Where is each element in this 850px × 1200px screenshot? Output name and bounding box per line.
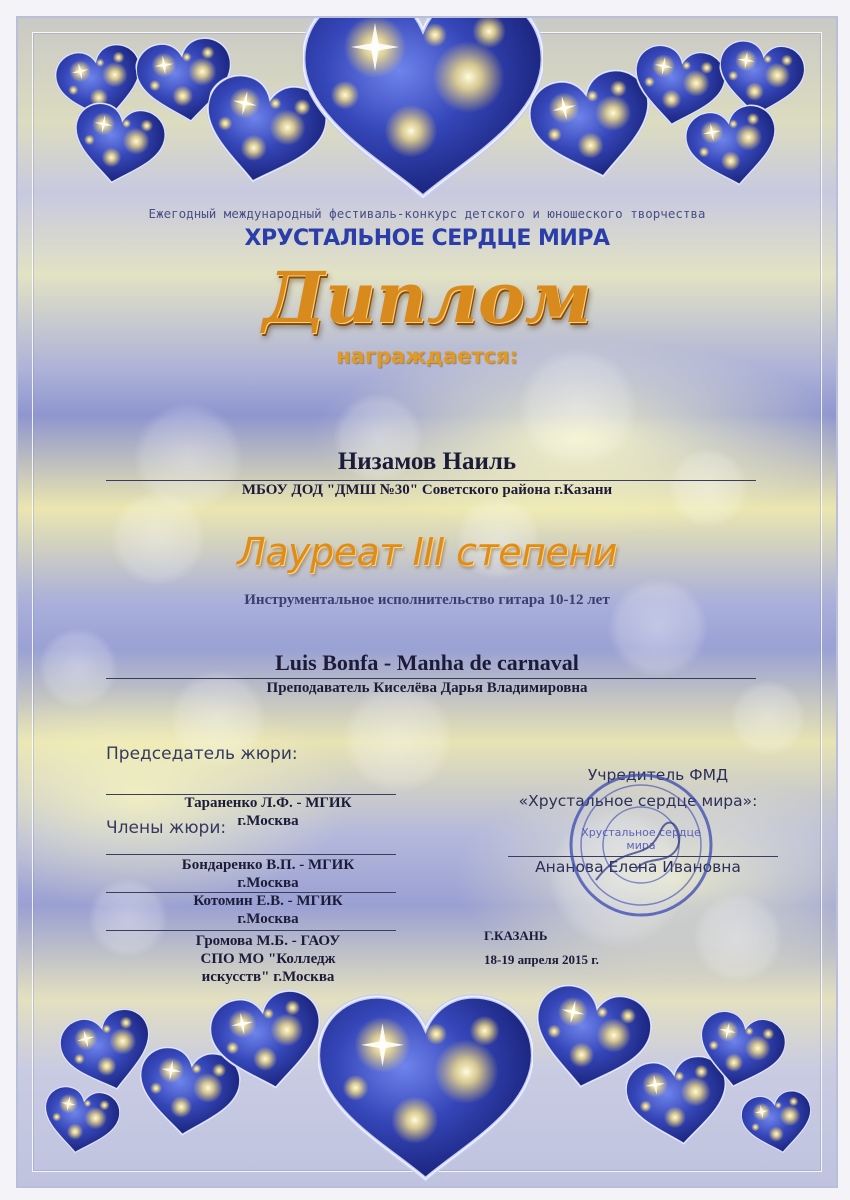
award-title: Лауреат III степени (237, 530, 617, 574)
member-name: Бондаренко В.П. - МГИК (181, 857, 355, 873)
founder-name: Ананова Елена Ивановна (535, 858, 741, 876)
diploma-title: Диплом (262, 256, 592, 339)
hearts-top (51, 18, 807, 197)
diploma (16, 16, 838, 1188)
chairman-name: Тараненко Л.Ф. - МГИК (184, 795, 352, 811)
member-city: искусств" г.Москва (201, 969, 335, 985)
piece-underline (106, 678, 756, 679)
member-name: Громова М.Б. - ГАОУ (195, 933, 341, 949)
member-name: Котомин Е.В. - МГИК (193, 893, 343, 909)
hearts-bottom (38, 979, 817, 1179)
recipient-underline (106, 480, 756, 481)
member-institution: СПО МО "Колледж (200, 951, 336, 967)
teacher: Преподаватель Киселёва Дарья Владимировна (266, 680, 588, 696)
member-city: г.Москва (237, 875, 299, 891)
festival-subtitle: Ежегодный международный фестиваль-конкурс детского и юношеского творчества (148, 206, 706, 221)
chairman-city: г.Москва (237, 813, 299, 829)
festival-name: ХРУСТАЛЬНОЕ СЕРДЦЕ МИРА (244, 226, 610, 251)
award-nomination: Инструментальное исполнительство гитара 10-12 лет (244, 592, 610, 608)
event-dates: 18-19 апреля 2015 г. (484, 952, 599, 967)
member-signature-line (106, 930, 396, 931)
seal-text: Хрустальное сердце мира (581, 826, 701, 852)
performed-piece: Luis Bonfa - Manha de carnaval (275, 650, 579, 675)
awarded-label: награждается: (336, 344, 518, 368)
recipient-institution: МБОУ ДОД "ДМШ №30" Советского района г.Казани (241, 482, 613, 498)
member-city: г.Москва (237, 911, 299, 927)
founder-organization: «Хрустальное сердце мира»: (518, 792, 758, 810)
recipient-name: Низамов Наиль (337, 448, 517, 475)
members-label: Члены жюри: (106, 818, 227, 838)
member-signature-line (106, 854, 396, 855)
chairman-label: Председатель жюри: (106, 744, 298, 764)
founder-label: Учредитель ФМД (587, 766, 729, 784)
city: Г.КАЗАНЬ (484, 928, 548, 943)
